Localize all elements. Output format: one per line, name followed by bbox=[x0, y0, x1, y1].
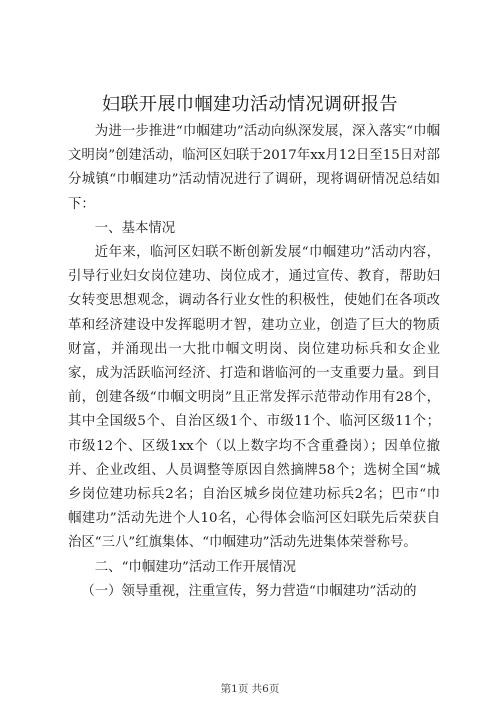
document-body bbox=[68, 120, 440, 604]
intro-paragraph: 为进一步推进“巾帼建功”活动向纵深发展，深入落实“巾帼文明岗”创建活动，临河区妇联于2017年xx月12日至15日对部分城镇“巾帼建功”活动情况进行了调研，现将调研情况总结如下： bbox=[68, 124, 440, 212]
basic-situation-paragraph: 近年来，临河区妇联不断创新发展“巾帼建功”活动内容，引导行业妇女岗位建功、岗位成才，通过宣传、教育，帮助妇女转变思想观念，调动各行业女性的积极性，使她们在各项改革和经济建设中发挥聪明才智，建功立业，创造了巨大的物质财富，并涌现出一大批巾帼文明岗、岗位建功标兵和女企业家，成为活跃临河经济、打造和谐临河的一支重要力量。到目前，创建各级“巾帼文明岗”且正常发挥示范带动作用有28个，其中全国级5个、自治区级1个、市级11个、临河区级11个；市级12个、区级1xx个（以上数字均不含重叠岗）；因单位撤并、企业改组、人员调整等原因自然摘牌58个；选树全国“城乡岗位建功标兵2名；自治区城乡岗位建功标兵2名；巴市“巾帼建功”活动先进个人10名，心得体会临河区妇联先后荣获自治区“三八”红旗集体、“巾帼建功”活动先进集体荣誉称号。 bbox=[68, 245, 440, 551]
subsection-heading-leadership: （一）领导重视，注重宣传，努力营造“巾帼建功”活动的 bbox=[81, 583, 417, 599]
document-title: 妇联开展巾帼建功活动情况调研报告 bbox=[102, 94, 398, 115]
section-heading-basic-situation: 一、基本情况 bbox=[94, 220, 176, 236]
page-number-footer: 第1页 共6页 bbox=[220, 683, 280, 695]
section-heading-work-progress: 二、“巾帼建功”活动工作开展情况 bbox=[94, 559, 296, 575]
